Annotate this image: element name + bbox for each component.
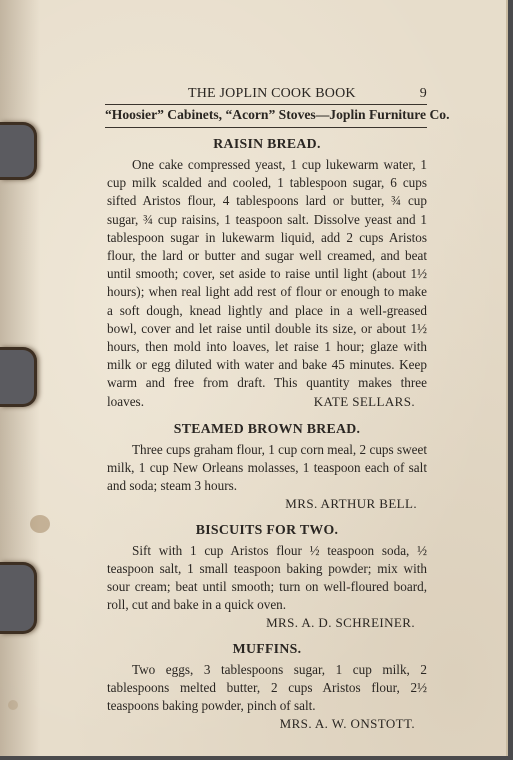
recipe-biscuits-for-two — [107, 520, 427, 633]
recipe-author: MRS. A. W. ONSTOTT. — [279, 716, 415, 732]
recipes-column — [107, 134, 427, 734]
recipe-muffins — [107, 639, 427, 734]
paper-stain — [30, 515, 50, 533]
recipe-text: Sift with 1 cup Aristos flour ½ teaspoon soda, ½ teaspoon salt, 1 small teaspoon baking powder; mix with sour cream; beat until smooth; turn on well-floured board, roll, cut and bake in a quick oven. — [107, 542, 427, 613]
recipe-raisin-bread — [107, 134, 427, 411]
header-rule-top — [105, 104, 427, 105]
recipe-text: Two eggs, 3 tablespoons sugar, 1 cup milk, 2 tablespoons melted butter, 2 cups Aristos flour, 2½ teaspoons baking powder, pinch of salt. — [107, 661, 427, 714]
recipe-author: MRS. A. D. SCHREINER. — [266, 615, 415, 631]
book-title: THE JOPLIN COOK BOOK — [188, 86, 356, 101]
recipe-text: One cake compressed yeast, 1 cup lukewarm water, 1 cup milk scalded and cooled, 1 tablespoon sugar, 6 cups sifted Aristos flour, 4 tablespoons lard or butter, ¾ cup sugar, ¾ cup raisins, 1 teaspoon salt. Dissolve yeast and 1 tablespoon sugar in lukewarm liquid, add 2 cups Aristos flour, the lard or butter and sugar well creamed, and beat until smooth; cover, set aside to raise until light (about 1½ hours); when real light add rest of flour or enough to make a soft dough, knead lightly and place in a well-greased bowl, cover and let raise until double its size, or about 1½ hours, then mold into loaves, let raise 1 hour; glaze with milk or egg diluted with water and bake 45 minutes. Keep warm and free from draft. This quantity makes three loaves. — [107, 157, 427, 409]
header-rule-bottom — [105, 127, 427, 128]
recipe-author: KATE SELLARS. — [313, 393, 415, 409]
binding-hole-bottom — [0, 562, 37, 634]
recipe-title: STEAMED BROWN BREAD. — [173, 420, 361, 436]
page-number: 9 — [419, 86, 427, 101]
recipe-author: MRS. ARTHUR BELL. — [285, 496, 417, 512]
recipe-title: MUFFINS. — [232, 640, 302, 656]
advertisement-line: “Hoosier” Cabinets, “Acorn” Stoves—Joplin Furniture Co. — [105, 107, 450, 122]
binding-hole-middle — [0, 347, 37, 407]
recipe-steamed-brown-bread — [107, 419, 427, 514]
paper-stain — [8, 700, 18, 710]
binding-hole-top — [0, 122, 37, 180]
recipe-title: RAISIN BREAD. — [213, 136, 321, 151]
recipe-text: Three cups graham flour, 1 cup corn meal, 2 cups sweet milk, 1 cup New Orleans molasses, 1 teaspoon each of salt and soda; steam 3 hours. — [107, 441, 427, 494]
recipe-title: BISCUITS FOR TWO. — [195, 521, 339, 537]
